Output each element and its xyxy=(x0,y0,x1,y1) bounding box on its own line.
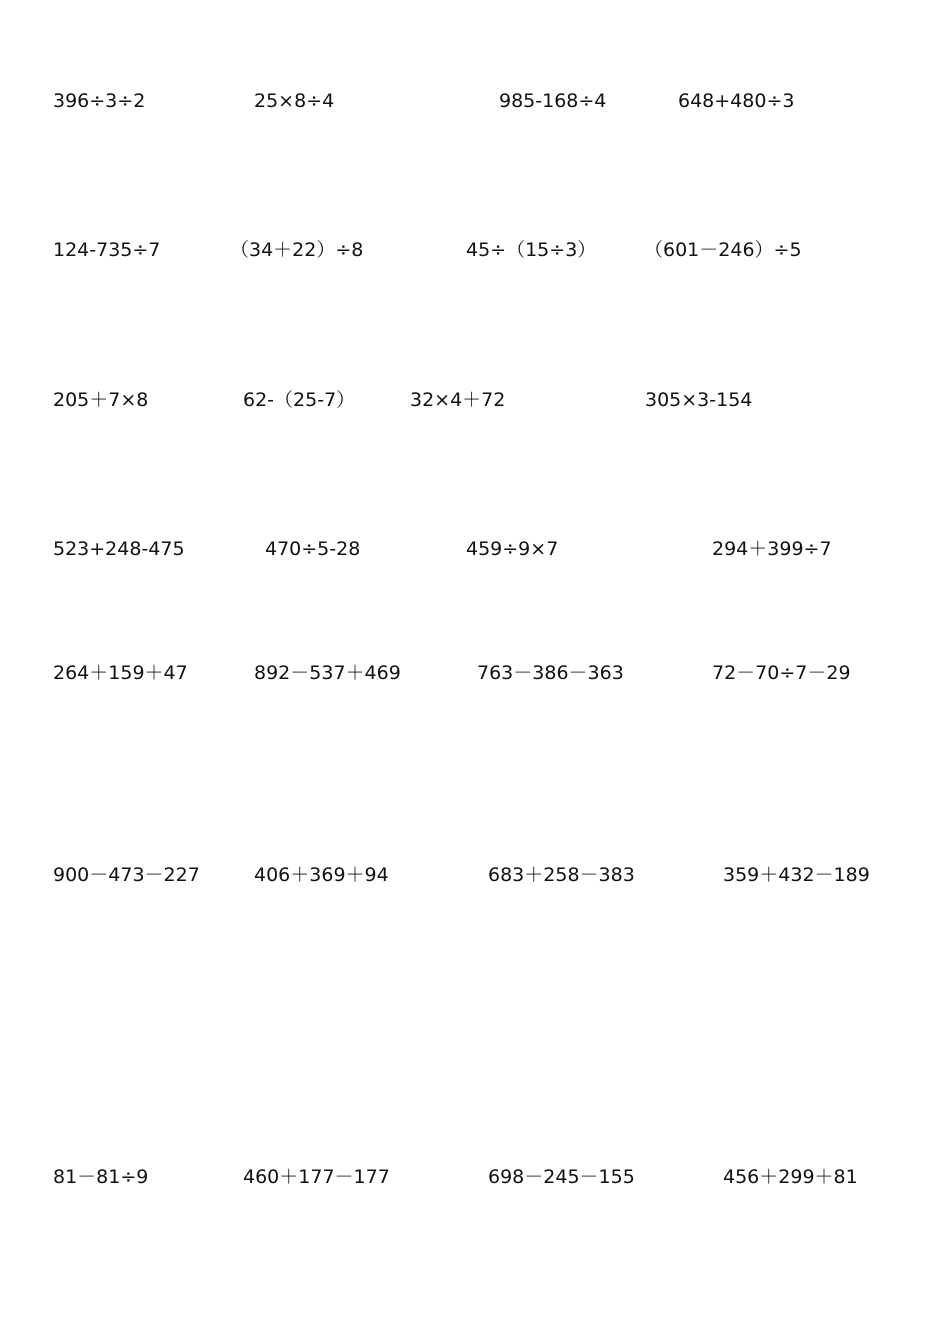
expression: 460＋177－177 xyxy=(243,1166,390,1188)
expression: 124-735÷7 xyxy=(53,239,161,261)
expression: 45÷（15÷3） xyxy=(466,239,597,261)
expression: 892－537＋469 xyxy=(254,662,401,684)
expression: 359＋432－189 xyxy=(723,864,870,886)
expression: 406＋369＋94 xyxy=(254,864,389,886)
expression: 264＋159＋47 xyxy=(53,662,188,684)
expression: 25×8÷4 xyxy=(254,90,335,112)
expression: （601－246）÷5 xyxy=(644,239,802,261)
expression: 459÷9×7 xyxy=(466,538,559,560)
expression: 456＋299＋81 xyxy=(723,1166,858,1188)
expression: 683＋258－383 xyxy=(488,864,635,886)
expression: 523+248-475 xyxy=(53,538,185,560)
expression: 763－386－363 xyxy=(477,662,624,684)
expression: 900－473－227 xyxy=(53,864,200,886)
expression: 205＋7×8 xyxy=(53,389,149,411)
expression: 72－70÷7－29 xyxy=(712,662,851,684)
expression: 698－245－155 xyxy=(488,1166,635,1188)
expression: 62-（25-7） xyxy=(243,389,356,411)
expression: 470÷5-28 xyxy=(265,538,361,560)
expression: 81－81÷9 xyxy=(53,1166,149,1188)
expression: 396÷3÷2 xyxy=(53,90,146,112)
expression: 305×3-154 xyxy=(645,389,753,411)
expression: 648+480÷3 xyxy=(678,90,795,112)
expression: （34＋22）÷8 xyxy=(230,239,364,261)
expression: 294＋399÷7 xyxy=(712,538,832,560)
expression: 985-168÷4 xyxy=(499,90,607,112)
expression: 32×4＋72 xyxy=(410,389,506,411)
